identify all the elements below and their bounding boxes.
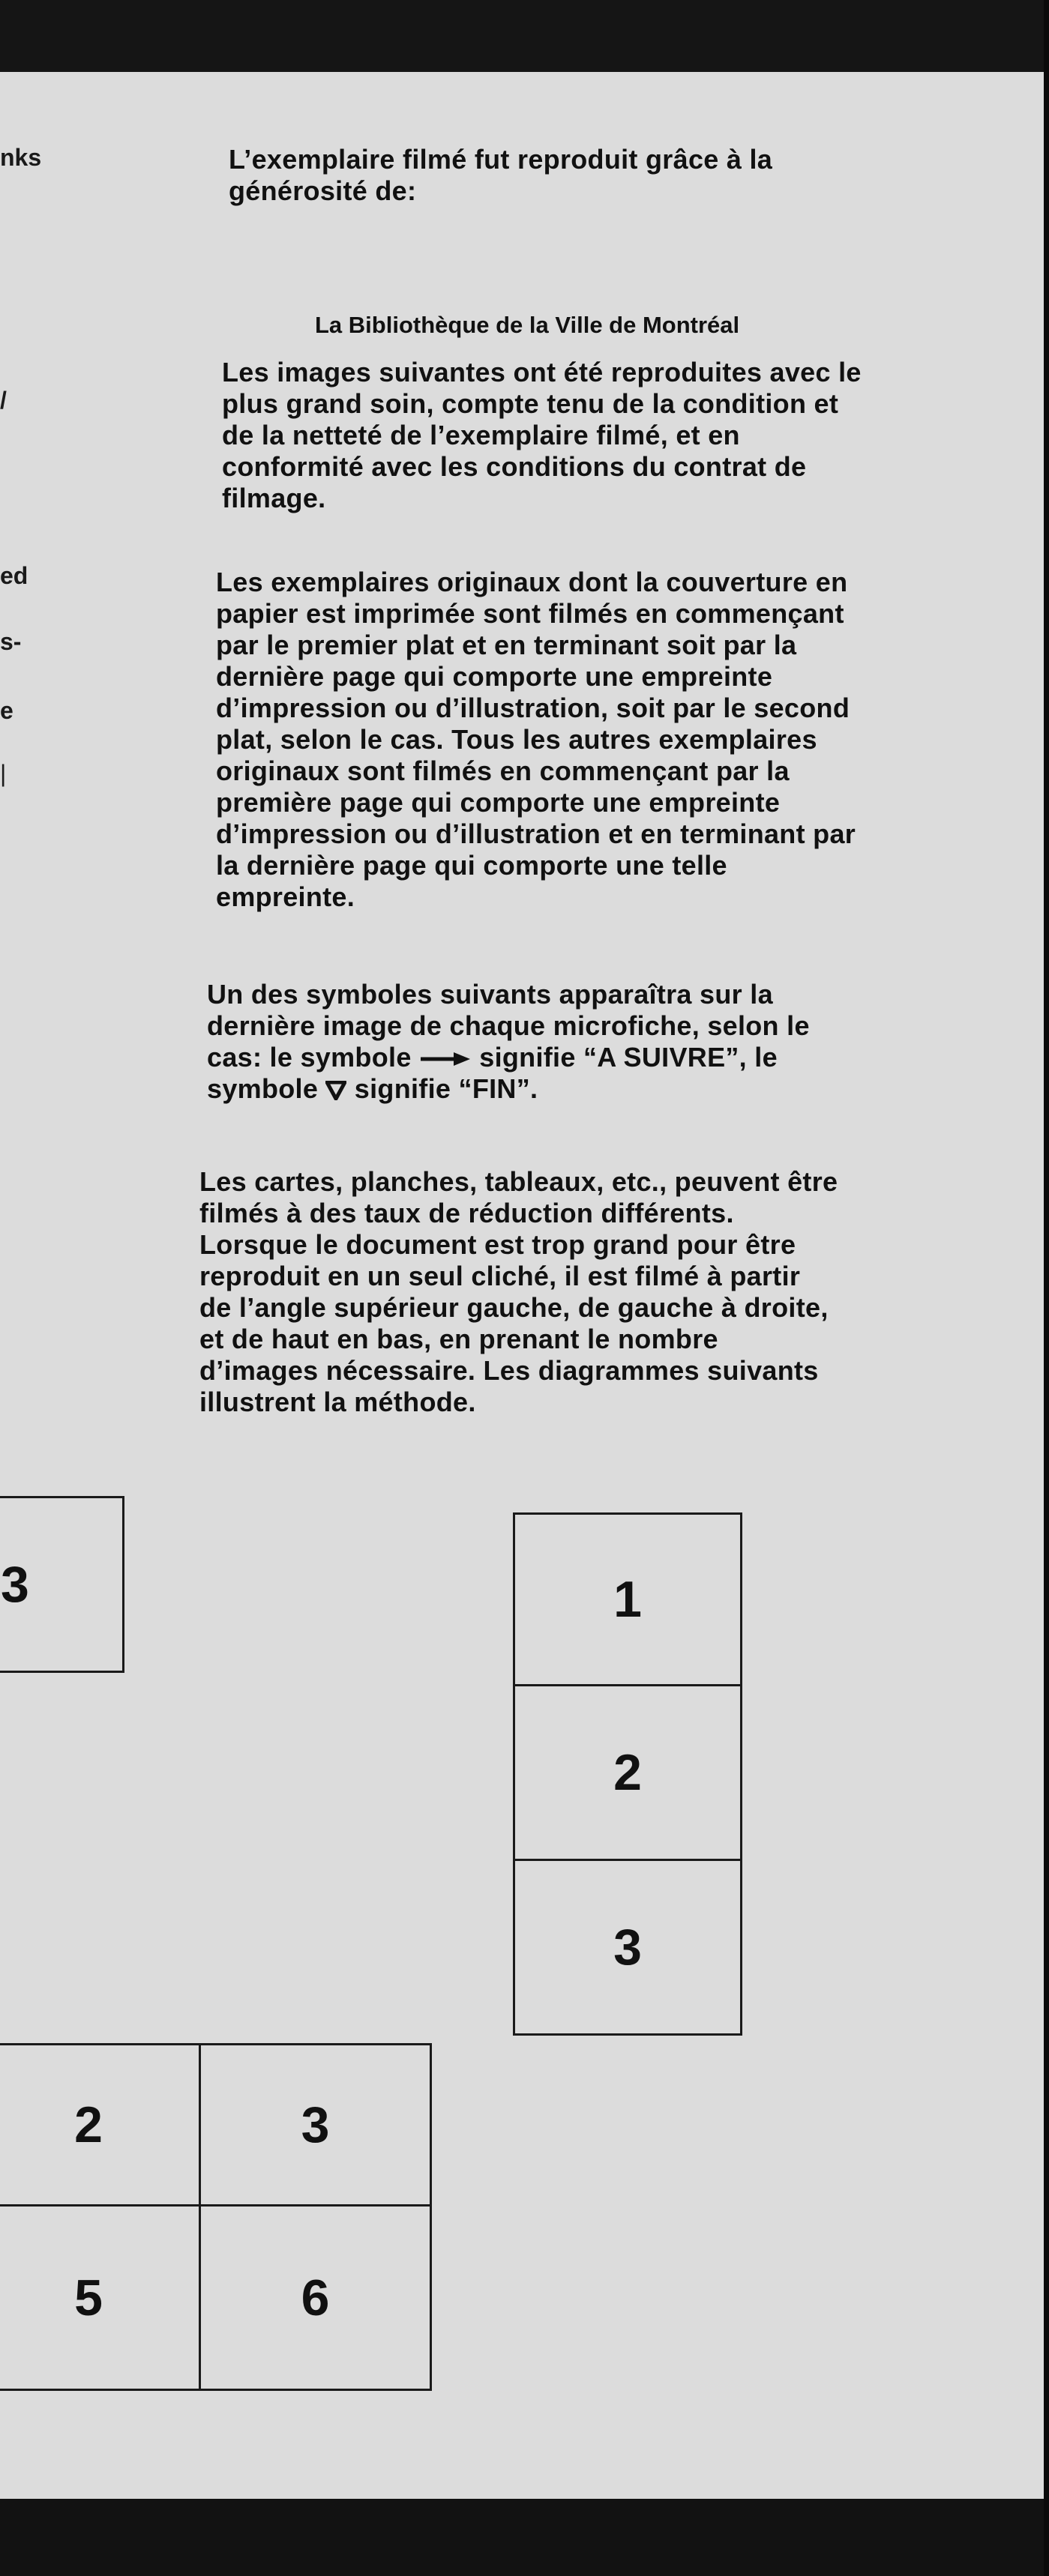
left-fragment: nks	[0, 144, 42, 171]
diagram-cell: 6	[301, 2269, 330, 2326]
left-fragment: e	[0, 697, 13, 724]
diagram-cell: 3	[613, 1919, 642, 1976]
diagram-grid	[0, 2043, 432, 2391]
document-page	[0, 72, 1049, 2499]
library-name: La Bibliothèque de la Ville de Montréal	[315, 312, 740, 338]
left-fragment: ed	[0, 562, 28, 589]
left-fragment: s-	[0, 628, 22, 655]
diagram-cell: 2	[613, 1744, 642, 1801]
diagram-cell: 3	[1, 1556, 29, 1613]
diagram-cell: 1	[613, 1571, 642, 1628]
diagram-cell: 2	[74, 2096, 103, 2153]
triangle-fin-icon	[325, 1081, 346, 1100]
left-fragment: /	[0, 387, 7, 414]
paragraph-maps-diagrams: Les cartes, planches, tableaux, etc., peuvent être filmés à des taux de réduction différents. Lorsque le document est trop grand pour être reproduit en un seul cliché, il est filmé à partir de l’angle supérieur gauche, de gauche à droite, et de haut en bas, en prenant le nombre d’images nécessaire. Les diagrammes suivants illustrent la méthode.	[199, 1166, 838, 1417]
left-fragment: |	[0, 760, 7, 787]
acknowledgement-text: L’exemplaire filmé fut reproduit grâce à la générosité de:	[229, 144, 773, 206]
film-border-right	[1044, 0, 1049, 2576]
diagram-cell: 5	[74, 2269, 103, 2326]
diagram-left-partial	[0, 1496, 124, 1673]
paragraph-symbols: Un des symboles suivants apparaîtra sur la dernière image de chaque microfiche, selon le cas: le symbole signifie “A SUIVRE”, le symbole signifie “FIN”.	[207, 979, 810, 1104]
film-border-bottom	[0, 2499, 1049, 2576]
film-border-top	[0, 0, 1049, 72]
paragraph-filming-order: Les exemplaires originaux dont la couverture en papier est imprimée sont filmés en commençant par le premier plat et en terminant soit par la dernière page qui comporte une empreinte d’impression ou d’illustration, soit par le second plat, selon le cas. Tous les autres exemplaires originaux sont filmés en commençant par la première page qui comporte une empreinte d’impression ou d’illustration et en terminant par la dernière page qui comporte une telle empreinte.	[216, 567, 856, 912]
paragraph-reproduction-care: Les images suivantes ont été reproduites avec le plus grand soin, compte tenu de la condition et de la netteté de l’exemplaire filmé, et en conformité avec les conditions du contrat de filmage.	[222, 357, 862, 513]
diagram-vertical	[513, 1512, 742, 2036]
arrow-symbol-icon	[419, 1050, 472, 1068]
diagram-cell: 3	[301, 2096, 330, 2153]
